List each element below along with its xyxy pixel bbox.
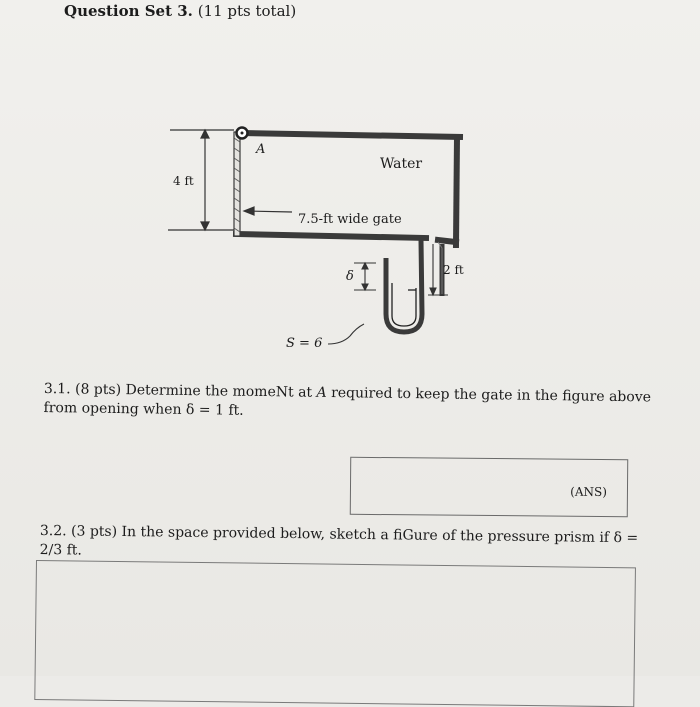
tank-outline (236, 133, 460, 245)
sketch-area[interactable] (34, 560, 636, 707)
question-set-points: (11 pts total) (197, 2, 297, 20)
q32-points: (3 pts) (70, 523, 118, 540)
answer-box[interactable] (350, 457, 628, 517)
q31-points: (8 pts) (74, 381, 122, 399)
q31-text-before: Determine the momeNt at (125, 382, 313, 401)
gate-width-pointer (244, 207, 292, 215)
delta-label: δ (346, 269, 354, 284)
delta-dimension (354, 263, 376, 290)
q31-point-var: A (316, 384, 327, 401)
q31-condition: δ = 1 ft. (185, 401, 244, 419)
hinge-label: A (256, 142, 266, 157)
manometer (386, 240, 442, 332)
gate (234, 132, 240, 236)
q31-number: 3.1. (43, 380, 71, 398)
q31-text-after: required to keep the gate in the figure above from opening when (43, 385, 652, 418)
q32-condition: δ = 2/3 ft. (39, 530, 639, 559)
question-set-label: Question Set 3. (64, 2, 193, 20)
gate-label: 7.5-ft wide gate (298, 212, 402, 227)
q32-text: In the space provided below, sketch a fiGure of the pressure prism if (121, 523, 610, 546)
question-set-title (64, 2, 296, 20)
question-3-1 (43, 380, 653, 427)
gauge-fluid-leader (328, 324, 364, 344)
height-label: 4 ft (173, 174, 194, 188)
answer-label: (ANS) (570, 484, 608, 500)
right-height-label: 2 ft (443, 263, 464, 277)
gauge-fluid-label: S = 6 (286, 336, 323, 351)
water-label: Water (380, 156, 423, 172)
gate-diagram (150, 118, 480, 358)
q32-number: 3.2. (39, 522, 67, 540)
